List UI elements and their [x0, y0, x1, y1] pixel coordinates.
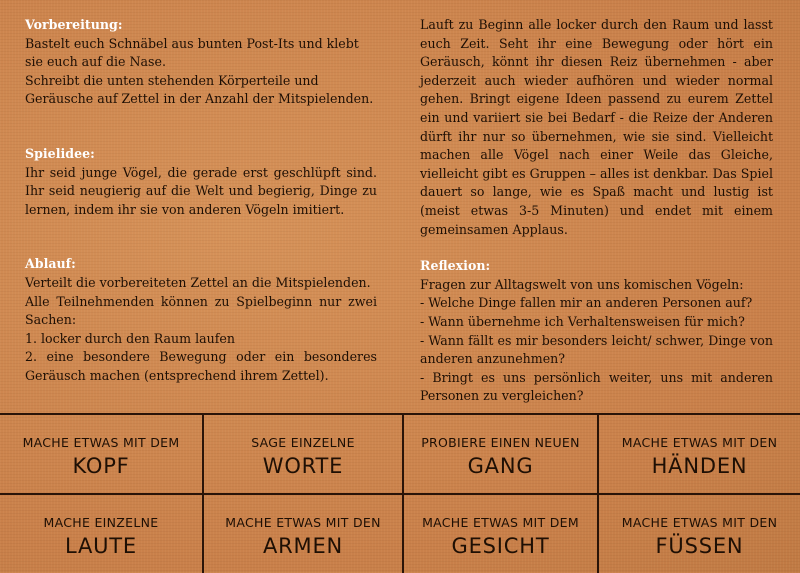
card-gesicht-instruction: MACHE ETWAS MIT DEM [422, 515, 579, 530]
section-reflexion [420, 257, 773, 406]
card-worte-instruction: SAGE EINZELNE [251, 435, 355, 450]
vorbereitung-line-2: Schreibt die unten stehenden Körperteile und Geräusche auf Zettel in der Anzahl der Mitspielenden. [25, 72, 374, 107]
card-haenden-word: HÄNDEN [651, 454, 748, 478]
ablauf-line-2: Alle Teilnehmenden können zu Spielbeginn nur zwei Sachen: [25, 293, 377, 328]
section-ablauf [25, 255, 377, 385]
card-gesicht-word: GESICHT [451, 534, 550, 558]
card-gang-instruction: PROBIERE EINEN NEUEN [421, 435, 580, 450]
card-gesicht [404, 495, 597, 573]
card-gang-word: GANG [467, 454, 534, 478]
section-spielidee [25, 145, 377, 219]
card-armen-word: ARMEN [262, 534, 344, 558]
card-armen [204, 495, 402, 573]
card-grid [0, 413, 800, 573]
card-fuessen [599, 495, 800, 573]
card-haenden-instruction: MACHE ETWAS MIT DEN [621, 435, 778, 450]
heading-vorbereitung: Vorbereitung: [25, 17, 123, 32]
ablauf-list-item-1: 1. locker durch den Raum laufen [25, 330, 235, 346]
ablauf-list-item-2: 2. eine besondere Bewegung oder ein besonderes Geräusch machen (entsprechend ihrem Zettel). [25, 349, 377, 383]
card-worte-word: WORTE [262, 454, 344, 478]
card-worte [204, 415, 402, 493]
ablauf-line-1: Verteilt die vorbereiteten Zettel an die Mitspielenden. [25, 274, 371, 290]
card-gang [404, 415, 597, 493]
section-ablauf-continued [420, 16, 773, 239]
left-column [25, 16, 377, 386]
reflexion-intro: Fragen zur Alltagswelt von uns komischen Vögeln: [420, 276, 744, 292]
card-laute-word: LAUTE [64, 534, 137, 558]
card-haenden [599, 415, 800, 493]
vorbereitung-line-1: Bastelt euch Schnäbel aus bunten Post-Its und klebt sie euch auf die Nase. [25, 35, 359, 70]
card-laute-instruction: MACHE EINZELNE [43, 515, 159, 530]
ablauf-continued-text: Lauft zu Beginn alle locker durch den Raum und lasst euch Zeit. Seht ihr eine Bewegung oder hört ein Geräusch, könnt ihr diesen Reiz übernehmen - aber jederzeit auch wieder aufhören und wieder normal gehen. Bringt eigene Ideen passend zu eurem Zettel ein und variiert sie bei Bedarf - die Reize der Anderen dürft ihr nur so übernehmen, wie sie sind. Vielleicht machen alle Vögel nach einer Weile das Gleiche, vielleicht gibt es Gruppen – alles ist denkbar. Das Spiel dauert so lange, wie es Spaß macht und lustig ist (meist etwas 3-5 Minuten) und endet mit einem gemeinsamen Applaus. [420, 17, 773, 237]
reflexion-question-4: - Bringt es uns persönlich weiter, uns mit anderen Personen zu vergleichen? [420, 369, 773, 404]
card-fuessen-word: FÜSSEN [655, 534, 744, 558]
reflexion-question-2: - Wann übernehme ich Verhaltensweisen für mich? [420, 313, 745, 329]
card-kopf [0, 415, 202, 493]
section-vorbereitung [25, 16, 377, 109]
card-fuessen-instruction: MACHE ETWAS MIT DEN [621, 515, 778, 530]
reflexion-question-3: - Wann fällt es mir besonders leicht/ schwer, Dinge von anderen anzunehmen? [420, 332, 773, 367]
reflexion-question-1: - Welche Dinge fallen mir an anderen Personen auf? [420, 295, 753, 311]
card-laute [0, 495, 202, 573]
card-armen-instruction: MACHE ETWAS MIT DEN [225, 515, 381, 530]
spielidee-text: Ihr seid junge Vögel, die gerade erst geschlüpft sind. Ihr seid neugierig auf die Welt und begierig, Dinge zu lernen, indem ihr sie von anderen Vögeln imitiert. [25, 164, 377, 217]
right-column [420, 16, 773, 406]
heading-ablauf: Ablauf: [25, 256, 76, 272]
heading-reflexion: Reflexion: [420, 258, 491, 274]
card-kopf-word: KOPF [72, 454, 130, 478]
heading-spielidee: Spielidee: [25, 145, 95, 161]
card-kopf-instruction: MACHE ETWAS MIT DEM [22, 435, 180, 450]
